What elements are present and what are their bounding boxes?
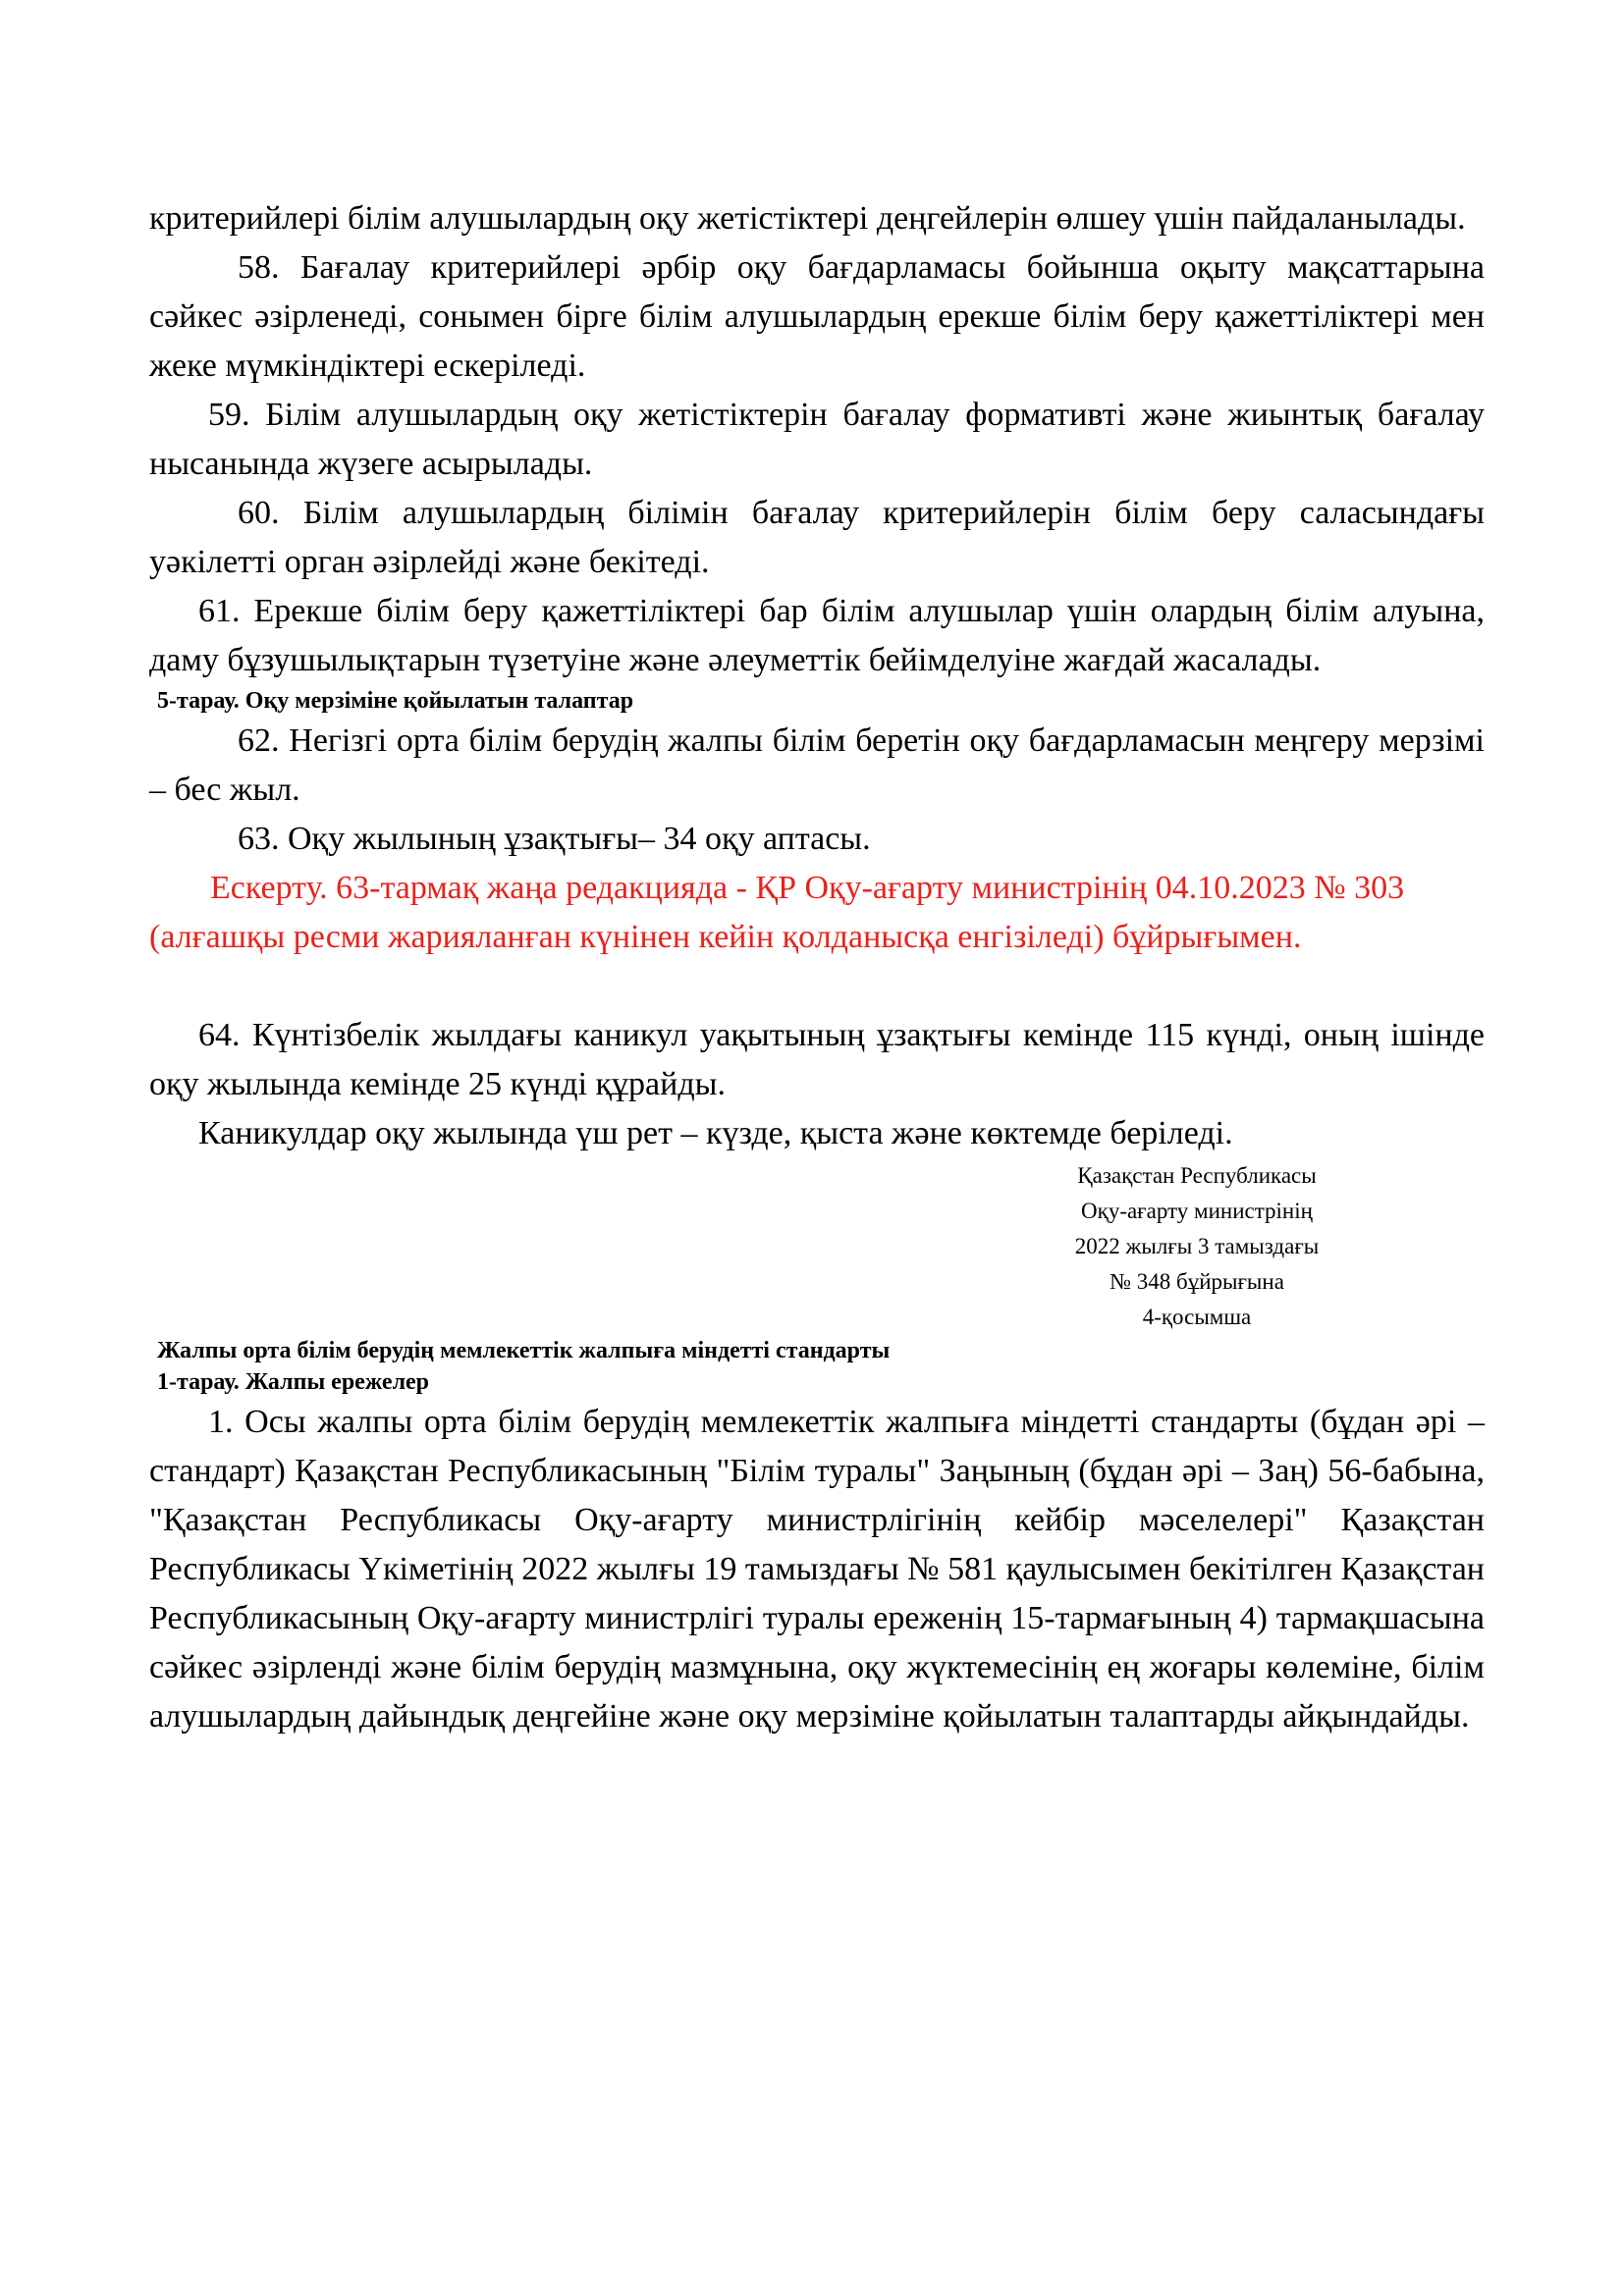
paragraph-58: 58. Бағалау критерийлері әрбір оқу бағдарламасы бойынша оқыту мақсаттарына сәйкес әзірленеді, сонымен бірге білім алушылардың ерекше білім беру қажеттіліктері мен жеке мүмкіндіктері ескеріледі. bbox=[149, 249, 1485, 384]
attachment-line-2: Оқу-ағарту министрінің bbox=[1081, 1199, 1313, 1223]
document-page bbox=[149, 194, 1485, 1741]
attachment-line-3: 2022 жылғы 3 тамыздағы bbox=[1074, 1234, 1320, 1258]
paragraph-63: 63. Оқу жылының ұзақтығы– 34 оқу аптасы. bbox=[238, 821, 871, 857]
paragraph-59: 59. Білім алушылардың оқу жетістіктерін бағалау формативті және жиынтық бағалау нысанында жүзеге асырылады. bbox=[149, 397, 1485, 482]
section-5-heading: 5-тарау. Оқу мерзіміне қойылатын талаптар bbox=[157, 688, 634, 714]
standard-paragraph-1: 1. Осы жалпы орта білім берудің мемлекеттік жалпыға міндетті стандарты (бұдан әрі – стандарт) Қазақстан Республикасының "Білім туралы" Заңының (бұдан әрі – Заң) 56-бабына, "Қазақстан Республикасы Оқу-ағарту министрлігінің кейбір мәселелері" Қазақстан Республикасы Үкіметінің 2022 жылғы 19 тамыздағы № 581 қаулысымен бекітілген Қазақстан Республикасының Оқу-ағарту министрлігі туралы ереженің 15-тармағының 4) тармақшасына сәйкес әзірленді және білім берудің мазмұнына, оқу жүктемесінің ең жоғары көлеміне, білім алушылардың дайындық деңгейіне және оқу мерзіміне қойылатын талаптарды айқындайды. bbox=[149, 1404, 1485, 1735]
attachment-line-5: 4-қосымша bbox=[1142, 1305, 1252, 1329]
note-63: Ескерту. 63-тармақ жаңа редакцияда - ҚР Оқу-ағарту министрінің 04.10.2023 № 303 (алғашқы ресми жарияланған күнінен кейін қолданысқа енгізіледі) бұйрығымен. bbox=[149, 870, 1405, 955]
paragraph-64-continued: Каникулдар оқу жылында үш рет – күзде, қыста және көктемде беріледі. bbox=[198, 1115, 1233, 1151]
spacer bbox=[149, 962, 1485, 1011]
paragraph-57-end: критерийлері білім алушылардың оқу жетістіктері деңгейлерін өлшеу үшін пайдаланылады. bbox=[149, 200, 1466, 237]
attachment-block bbox=[1035, 1158, 1359, 1335]
standard-title: Жалпы орта білім берудің мемлекеттік жалпыға міндетті стандарты bbox=[157, 1338, 891, 1363]
paragraph-61: 61. Ерекше білім беру қажеттіліктері бар білім алушылар үшін олардың білім алуына, даму бұзушылықтарын түзетуіне және әлеуметтік бейімделуіне жағдай жасалады. bbox=[149, 593, 1485, 678]
paragraph-60: 60. Білім алушылардың білімін бағалау критерийлерін білім беру саласындағы уәкілетті орган әзірлейді және бекітеді. bbox=[149, 495, 1485, 580]
paragraph-62: 62. Негізгі орта білім берудің жалпы білім беретін оқу бағдарламасын меңгеру мерзімі – бес жыл. bbox=[149, 722, 1485, 808]
section-1-heading: 1-тарау. Жалпы ережелер bbox=[157, 1369, 430, 1395]
attachment-line-4: № 348 бұйрығына bbox=[1110, 1269, 1284, 1294]
paragraph-64: 64. Күнтізбелік жылдағы каникул уақытының ұзақтығы кемінде 115 күнді, оның ішінде оқу жылында кемінде 25 күнді құрайды. bbox=[149, 1017, 1485, 1102]
attachment-line-1: Қазақстан Республикасы bbox=[1077, 1163, 1317, 1188]
